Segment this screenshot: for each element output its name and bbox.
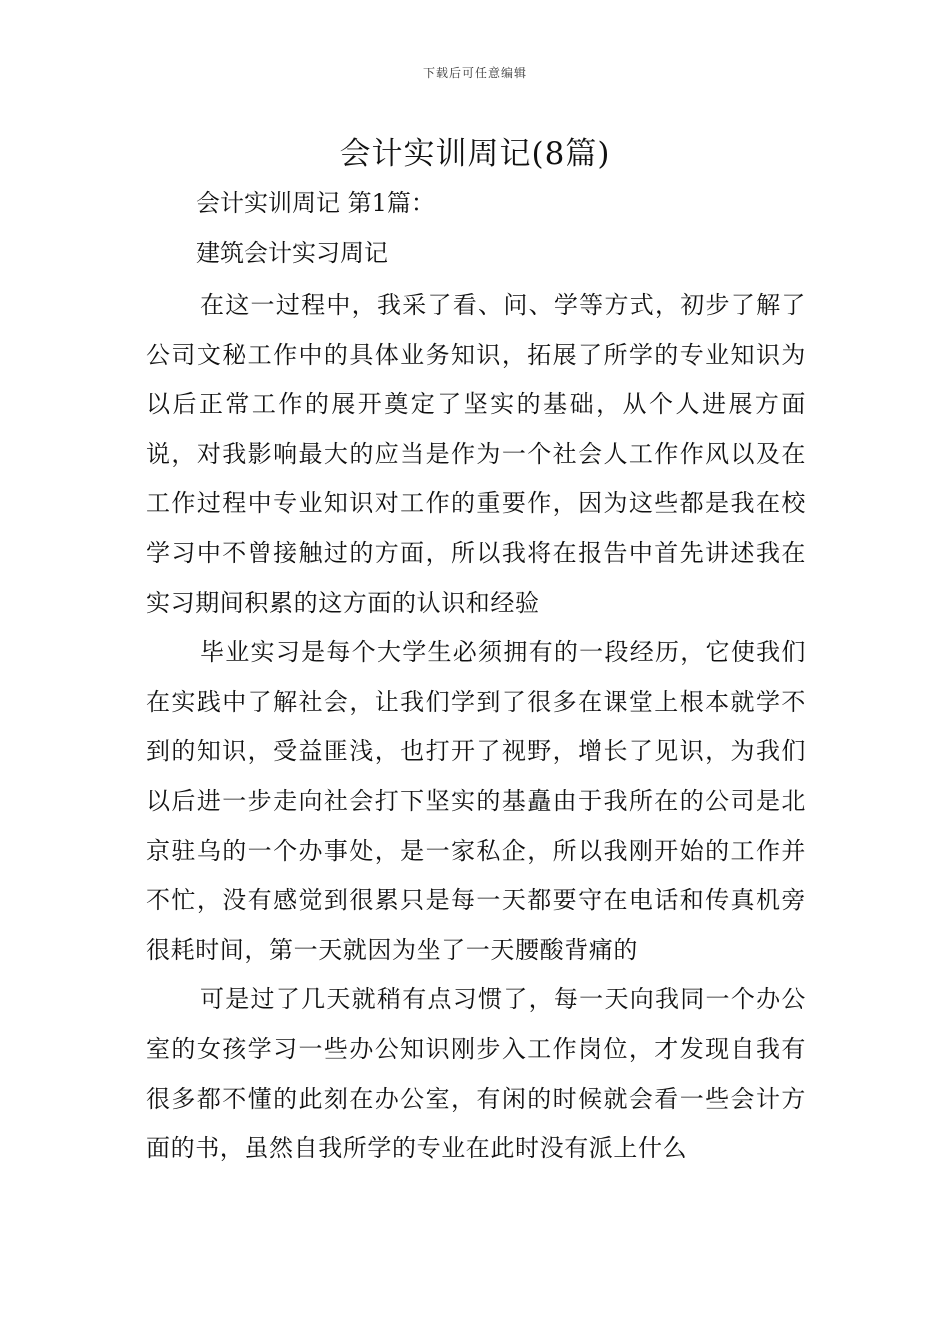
article-title: 建筑会计实习周记: [196, 239, 388, 267]
section-heading: 会计实训周记 第1篇：: [196, 189, 435, 217]
header-note: 下载后可任意编辑: [422, 66, 527, 80]
paragraph: 可是过了几天就稍有点习惯了，每一天向我同一个办公室的女孩学习一些办公知识刚步入工作岗位，才发现自我有很多都不懂的此刻在办公室，有闲的时候就会看一些会计方面的书，虽然自我所学的专业在此时没有派上什么: [146, 985, 806, 1163]
body-text: [146, 281, 806, 1174]
paragraph: 在这一过程中，我采了看、问、学等方式，初步了解了公司文秘工作中的具体业务知识，拓展了所学的专业知识为以后正常工作的展开奠定了坚实的基础，从个人进展方面说，对我影响最大的应当是作为一个社会人工作作风以及在工作过程中专业知识对工作的重要作，因为这些都是我在校学习中不曾接触过的方面，所以我将在报告中首先讲述我在实习期间积累的这方面的认识和经验: [146, 291, 806, 617]
document-title: 会计实训周记(8篇): [339, 136, 611, 172]
paragraph: 毕业实习是每个大学生必须拥有的一段经历，它使我们在实践中了解社会，让我们学到了很多在课堂上根本就学不到的知识，受益匪浅，也打开了视野，增长了见识，为我们以后进一步走向社会打下坚实的基矗由于我所在的公司是北京驻乌的一个办事处，是一家私企，所以我刚开始的工作并不忙，没有感觉到很累只是每一天都要守在电话和传真机旁很耗时间，第一天就因为坐了一天腰酸背痛的: [146, 638, 806, 964]
